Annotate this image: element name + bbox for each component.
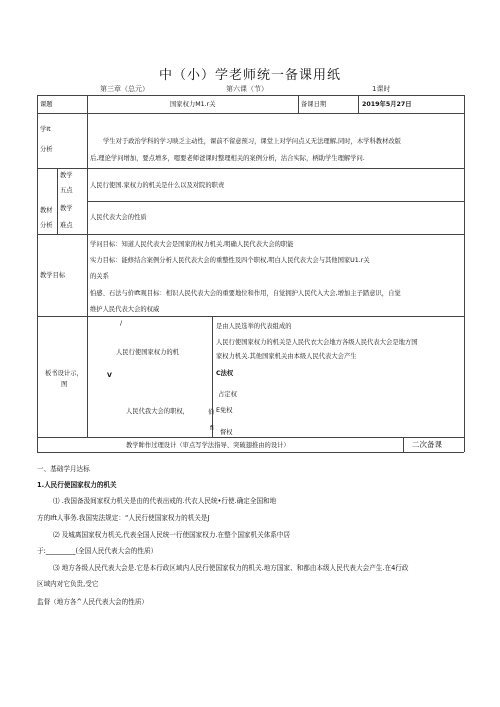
objective-line-5: 维护人民代表大会的权威 [90, 306, 160, 313]
paragraph-2-continued: 于:_________(全国人民代表大会的性质） [37, 547, 158, 555]
key-point-text: 人民行使国.家权力的机关是什么以及对院的职责 [90, 182, 225, 189]
board-label-top: 板书设计示， [45, 370, 83, 377]
board-organ-text: 人民行使国家权力的机 [116, 349, 179, 356]
paragraph-1-continued: 方的Ift人事务.我国宪法规定：“人民行使国家权力的机关是J [37, 514, 210, 522]
page-title: 中（小）学老师统一备课用纸 [158, 68, 341, 83]
paragraph-3-continued: 区域内对它负贵,受它 [37, 580, 99, 588]
difficulty-text: 人民代表大会的性质 [90, 214, 147, 221]
difficulty-label-bottom: 难点 [60, 222, 73, 229]
key-point-label-top: 教学 [60, 172, 73, 179]
subsection-heading: 1.人民行使国家权力的机关 [37, 481, 117, 489]
board-power-decision: 占定权 [218, 391, 237, 398]
chapter-label: 第三章（总元） [100, 85, 149, 93]
objective-line-2: 实力目标：能修结合案例分析人民代表大会的重整性及四个职权,明白人民代表大会与其他国家U1.r关 [90, 257, 370, 264]
board-slash-mark: / [120, 320, 123, 327]
board-power-appointment: E免权 [216, 407, 233, 414]
objectives-label: 教学目标 [40, 272, 66, 279]
textbook-label-top: 教材 [40, 207, 53, 214]
period-label: 1课时 [372, 85, 391, 93]
objective-line-1: 学问目标：知道人民代表大会是国家的权力机关,明确人民代表大会的职能 [90, 241, 294, 248]
objective-line-3: 的关系 [90, 273, 109, 280]
topic-value: 国家权力M1.r关 [170, 101, 216, 108]
board-power-supervision: 督权 [220, 429, 233, 436]
analysis-text-line2: 后,理论学问增加，要点增多，嗯要老师爸课时整理相关的案例分析，沽合实际，柄助学生理解学问. [90, 155, 365, 162]
process-design-label: 教学眸作过理设计（审点写学法指导、突破翅推由的设计） [126, 442, 290, 449]
board-brace-top: 伯 [208, 409, 215, 416]
board-brace-bottom: fi [210, 425, 214, 432]
board-right-line-2: 人民行使国家权力的机关是人民代衣大会地方各级人民代表大会是地方国 [216, 339, 418, 346]
paragraph-1: ⑴ .我国备汲间家权力机关是由的代表出戒的.代衣人民统•行使.确定全国和地 [53, 497, 277, 505]
difficulty-label-top: 教学 [60, 205, 73, 212]
board-duty-text: 人民代我大会的职权， [126, 408, 189, 415]
analysis-label-top: 学It [40, 126, 51, 133]
analysis-label-bottom: 分析 [40, 146, 53, 153]
board-v-mark: V [107, 372, 112, 379]
textbook-label-bottom: 分析 [40, 222, 53, 229]
board-right-line-1: 是由人民选举的代表组成的 [216, 323, 292, 330]
paragraph-3-final: 监督（地方各^人民代表大会的性质） [37, 598, 149, 606]
board-right-line-3: 家权力机关.其他国家机关由本级人民代表大会产生 [216, 353, 357, 360]
board-power-legislative: C法权 [216, 370, 234, 377]
objective-line-4: 怕感、石法与价Ift观目标：相识人民代表大会的重要地位和作用，自觉拥护人民代入大会,增加主子踏意识，自觉 [90, 290, 401, 297]
paragraph-3: ⑶ 地方各级人民代表大会是.它是本行政区域内人民行使国家权力的机关.地方国家、和都由本级人民代表大会产生.在4行政 [53, 564, 409, 572]
second-preparation-label: 二次备课 [412, 440, 442, 449]
analysis-text-line1: 学生对于政治学科的学习映乏主动性，课前不留意预习，课堂上对学问点乂无法理解,同时，木学科教材改版 [103, 138, 401, 145]
board-label-bottom: 图 [61, 381, 68, 388]
paragraph-2: ⑵ 及城离国家权力机关,代表全国人民统一行使国家权力.在整个国家机关体系中居 [53, 531, 291, 539]
section-heading: 一、基础学月达标 [37, 465, 90, 473]
date-value: 2019年5月27日 [362, 101, 412, 108]
topic-label: 课题 [40, 101, 53, 108]
lesson-label: 第六课（节） [226, 85, 268, 93]
date-label: 备课日期 [301, 101, 327, 108]
key-point-label-bottom: 五点 [60, 187, 73, 194]
